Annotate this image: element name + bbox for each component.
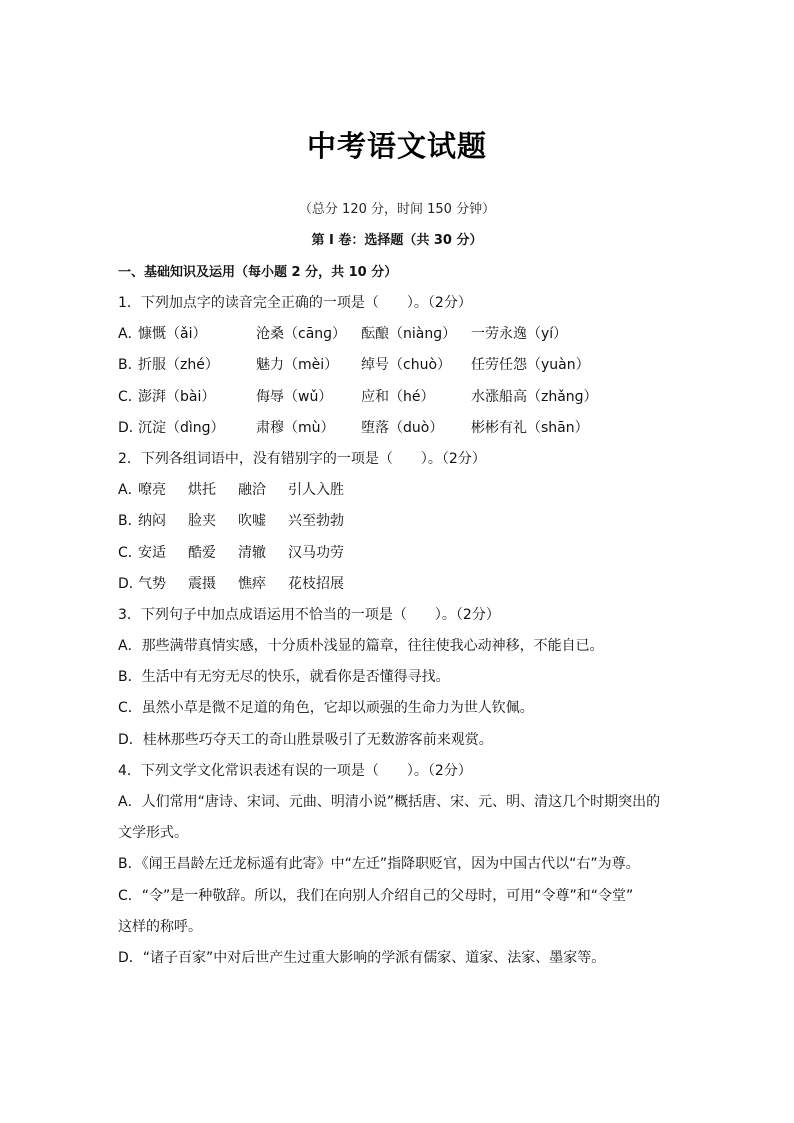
option-item: 兴至勃勃 [288,513,344,530]
question-4-stem: 4．下列文学文化常识表述有误的一项是（ ）。（2分） [118,762,472,779]
q4-option-c: C．“令”是一种敬辞。所以，我们在向别人介绍自己的父母时，可用“令尊”和“令堂” [118,887,634,904]
option-item: 折服（zhé） [138,357,219,374]
option-label: D． [118,419,143,436]
option-item: 烘托 [188,482,216,499]
q2-option-a [118,475,688,506]
option-item: 憔瘁 [238,575,266,592]
question-2-stem: 2．下列各组词语中，没有错别字的一项是（ ）。（2分） [118,450,486,467]
option-item: 震摄 [188,575,216,592]
q1-option-b [118,350,688,381]
option-item: 安适 [138,544,166,561]
option-item: 水涨船高（zhǎnɡ） [471,388,598,405]
option-label: B． [118,357,142,374]
option-item: 纳闷 [138,513,166,530]
option-item: 吹嘘 [238,513,266,530]
option-item: 清辙 [238,544,266,561]
q2-option-b [118,506,688,537]
q4-option-b: B．《闻王昌龄左迁龙标遥有此寄》中“左迁”指降职贬官，因为中国古代以“右”为尊。 [118,856,640,873]
option-item: 澎湃（bài） [138,388,216,405]
option-item: 慷慨（ǎi） [138,326,207,343]
q2-option-d [118,569,688,600]
q4-option-a-cont: 文学形式。 [118,825,188,842]
option-item: 酷爱 [188,544,216,561]
option-item: 沉淀（dìnɡ） [138,419,225,436]
option-item: 肃穆（mù） [256,419,335,436]
section-heading: 第 I 卷：选择题（共 30 分） [311,233,483,248]
q1-option-d [118,413,688,444]
option-item: 沧桑（cānɡ） [256,326,347,343]
q2-option-c [118,538,688,569]
question-1-stem: 1．下列加点字的读音完全正确的一项是（ ）。（2分） [118,295,472,311]
option-item: 彬彬有礼（shān） [471,419,589,436]
part-heading: 一、基础知识及运用（每小题 2 分，共 10 分） [118,265,398,280]
q3-option-b: B．生活中有无穷无尽的快乐，就看你是否懂得寻找。 [118,669,450,686]
option-item: 汉马功劳 [288,544,344,561]
option-item: 酝酿（niànɡ） [361,326,457,343]
option-item: 气势 [138,575,166,592]
exam-info: （总分 120 分，时间 150 分钟） [298,202,496,217]
option-label: A． [118,326,142,343]
q1-option-c [118,382,688,413]
option-label: D． [118,575,143,592]
option-item: 应和（hé） [361,388,435,405]
option-item: 侮辱（wǔ） [256,388,333,405]
option-item: 绰号（chuò） [361,357,452,374]
option-label: B． [118,513,142,530]
q4-option-c-cont: 这样的称呼。 [118,918,202,935]
option-item: 一劳永逸（yí） [471,326,568,343]
q1-option-a [118,319,688,350]
questions [118,288,688,974]
option-label: A． [118,482,142,499]
option-item: 花枝招展 [288,575,344,592]
q4-option-a: A．人们常用“唐诗、宋词、元曲、明清小说”概括唐、宋、元、明、清这几个时期突出的 [118,794,661,810]
q4-option-d: D．“诸子百家”中对后世产生过重大影响的学派有儒家、道家、法家、墨家等。 [118,949,606,966]
page-title: 中考语文试题 [306,129,487,163]
q3-option-d: D．桂林那些巧夺天工的奇山胜景吸引了无数游客前来观赏。 [118,731,493,748]
option-label: C． [118,544,142,561]
option-item: 任劳任怨（yuàn） [471,357,590,374]
option-label: C． [118,388,142,405]
option-item: 融洽 [238,482,266,499]
option-item: 魅力（mèi） [256,357,339,374]
option-item: 脸夹 [188,513,216,530]
option-item: 堕落（duò） [361,419,444,436]
option-item: 嘹亮 [138,482,166,499]
q3-option-c: C．虽然小草是微不足道的角色，它却以顽强的生命力为世人钦佩。 [118,700,534,717]
option-item: 引人入胜 [288,482,344,499]
q3-option-a: A．那些满带真情实感，十分质朴浅显的篇章，往往使我心动神移，不能自已。 [118,638,604,655]
question-3-stem: 3．下列句子中加点成语运用不恰当的一项是（ ）。（2分） [118,606,500,623]
